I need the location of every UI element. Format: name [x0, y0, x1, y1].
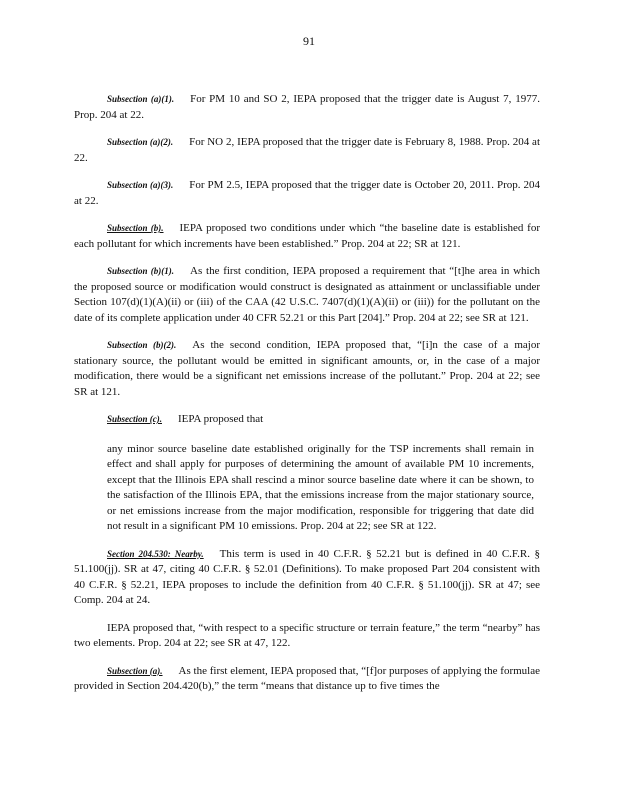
- subsection-label: Subsection (b)(1).: [107, 266, 175, 276]
- paragraph-text: For PM 10 and SO 2, IEPA proposed that the trigger date is August 7, 1977. Prop. 204 at 22.: [74, 93, 540, 121]
- subsection-label: Subsection (b).: [107, 223, 164, 233]
- paragraph-subsection-a3: [74, 178, 540, 209]
- block-quote: any minor source baseline date established originally for the TSP increments shall remain in effect and shall apply for purposes of determining the amount of available PM 10 increments, except that the Illinois EPA shall rescind a minor source baseline date where it can be shown, to the satisfaction of the Illinois EPA, that the emissions increase from the major stationary source, or net emissions increase from the major modification, responsible for triggering that date did not result in a significant PM 10 emissions. Prop. 204 at 22; see SR at 122.: [107, 442, 534, 532]
- paragraph-text: This term is used in 40 C.F.R. § 52.21 but is defined in 40 C.F.R. § 51.100(jj). SR at 47, citing 40 C.F.R. § 52.01 (Definitions). To make proposed Part 204 consistent with 40 C.F.R. § 52.21, IEPA proposes to include the definition from 40 C.F.R. § 51.100(jj). SR at 47; see Comp. 204 at 24.: [74, 547, 541, 606]
- subsection-label: Subsection (a)(2).: [107, 137, 174, 147]
- paragraph-text: For NO 2, IEPA proposed that the trigger date is February 8, 1988. Prop. 204 at 22.: [74, 136, 540, 164]
- subsection-label: Subsection (b)(2).: [107, 340, 177, 350]
- paragraph-text: As the second condition, IEPA proposed that, “[i]n the case of a major stationary source, the pollutant would be emitted in significant amounts, or, in the case of a major modification, there would be a significant net emissions increase of the pollutant.” Prop. 204 at 22; see SR at 121.: [74, 339, 540, 398]
- paragraph-text: IEPA proposed two conditions under which “the baseline date is established for each pollutant for which increments have been established.” Prop. 204 at 22; SR at 121.: [74, 222, 540, 250]
- paragraph-subsection-a2: [74, 135, 540, 166]
- paragraph-subsection-a-first-element: [74, 664, 540, 695]
- paragraph-subsection-c: [74, 412, 540, 428]
- document-body: [74, 92, 540, 707]
- paragraph-text: For PM 2.5, IEPA proposed that the trigger date is October 20, 2011. Prop. 204 at 22.: [74, 179, 541, 207]
- paragraph-text: IEPA proposed that: [178, 413, 264, 425]
- paragraph-subsection-a1: [74, 92, 540, 123]
- paragraph-section-204-530: [74, 547, 540, 609]
- subsection-label: Subsection (a).: [107, 665, 163, 676]
- paragraph-text: As the first condition, IEPA proposed a requirement that “[t]he area in which the proposed source or modification would construct is designated as attainment or unclassifiable under Section 107(d)(1)(A)(ii) or (iii) of the CAA (42 U.S.C. 7407(d)(1)(A)(ii) or (iii)) for the pollutant on the date of its complete application under 40 CFR 52.21 or this Part [204].” Prop. 204 at 22; see SR at 121.: [74, 265, 540, 324]
- paragraph-subsection-b: [74, 221, 540, 252]
- paragraph-nearby-elements: [74, 621, 540, 652]
- paragraph-text: IEPA proposed that, “with respect to a specific structure or terrain feature,” the term “nearby” has two elements. Prop. 204 at 22; see SR at 47, 122.: [74, 621, 540, 649]
- subsection-label: Subsection (c).: [107, 414, 162, 424]
- subsection-label: Subsection (a)(1).: [107, 94, 175, 104]
- paragraph-subsection-b2: [74, 338, 540, 400]
- paragraph-text: As the first element, IEPA proposed that, “[f]or purposes of applying the formulae provided in Section 204.420(b),” the term “means that distance up to five times the: [74, 664, 540, 692]
- paragraph-subsection-b1: [74, 264, 540, 326]
- section-label: Section 204.530: Nearby.: [107, 548, 204, 559]
- page-number: 91: [303, 34, 315, 48]
- subsection-label: Subsection (a)(3).: [107, 180, 174, 190]
